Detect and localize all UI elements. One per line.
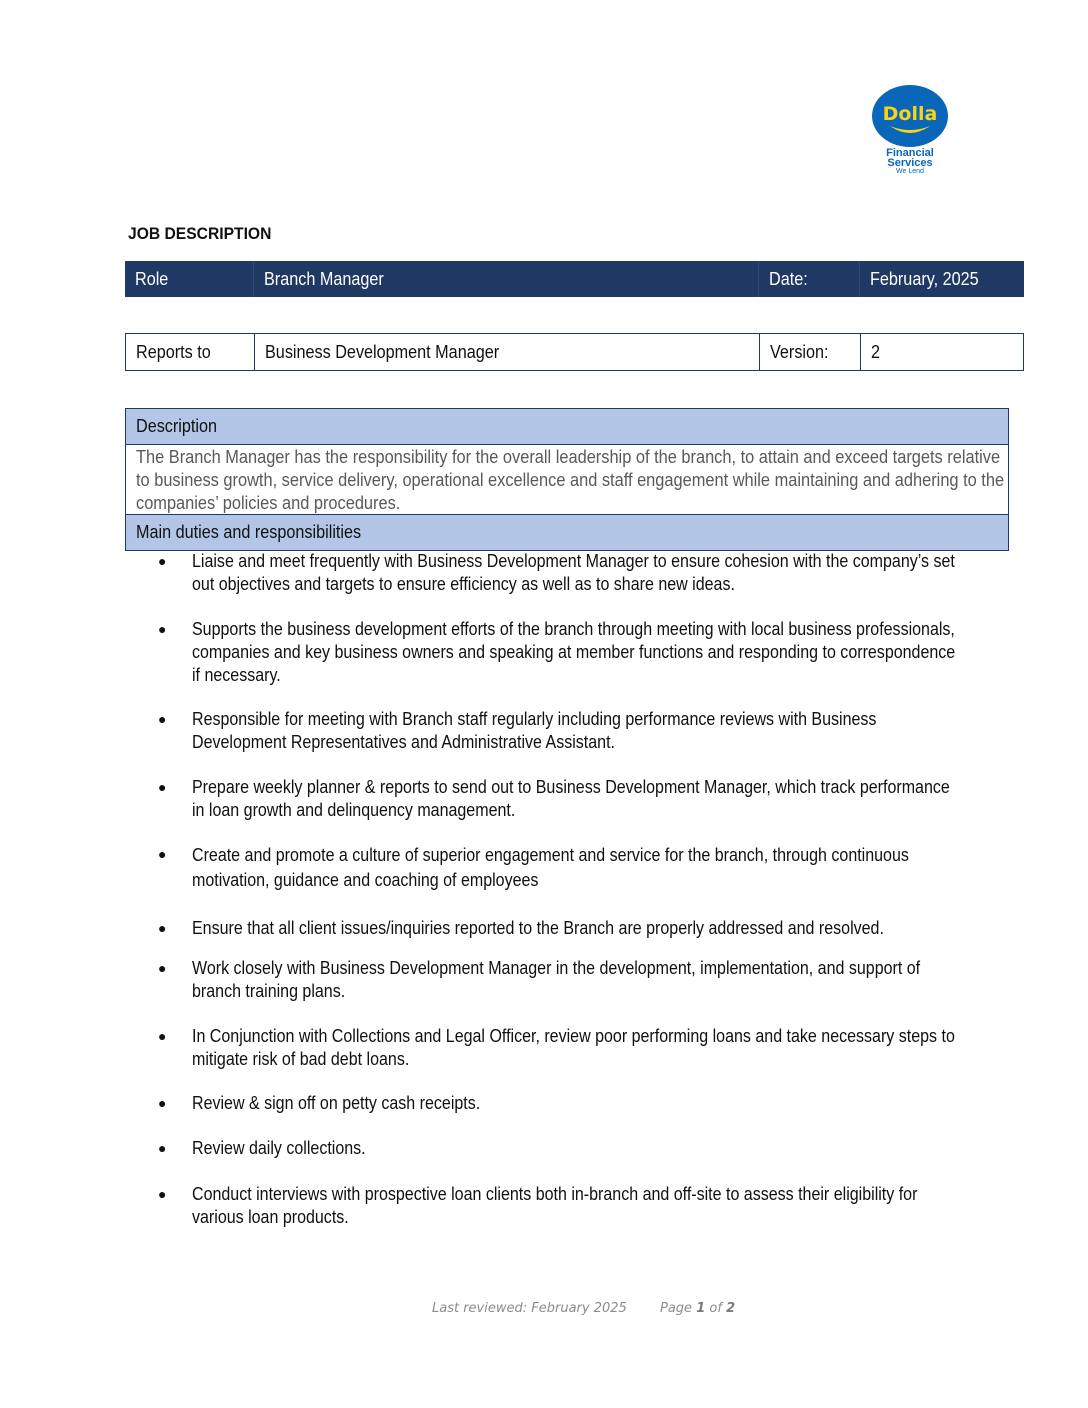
description-text: The Branch Manager has the responsibility for the overall leadership of the branch, to attain and exceed targets relative to business growth, service delivery, operational excellence and staff engagement while maintaining and adhering to the companies’ policies and procedures. bbox=[136, 447, 1005, 513]
date-value-cell: February, 2025 bbox=[870, 268, 979, 289]
logo-tagline: We Lend bbox=[896, 168, 924, 175]
role-header-table bbox=[125, 261, 1024, 297]
version-value-cell: 2 bbox=[861, 334, 1024, 371]
dolla-logo-icon bbox=[868, 84, 952, 148]
page-number: Page 1 of 2 bbox=[660, 1301, 736, 1316]
reports-table bbox=[125, 333, 1024, 371]
reports-value-cell: Business Development Manager bbox=[255, 334, 760, 371]
description-title: Description bbox=[126, 409, 1008, 445]
logo-brand-text: Dolla bbox=[882, 103, 938, 125]
duties-title: Main duties and responsibilities bbox=[126, 514, 1008, 550]
date-label-cell: Date: bbox=[759, 261, 860, 297]
version-label-cell: Version: bbox=[760, 334, 861, 371]
page-title: JOB DESCRIPTION bbox=[128, 224, 272, 243]
logo-subtitle: Financial Services bbox=[886, 147, 934, 169]
description-box bbox=[125, 408, 1009, 551]
reports-label-cell: Reports to bbox=[126, 334, 255, 371]
last-reviewed: Last reviewed: February 2025 bbox=[432, 1301, 627, 1316]
company-logo bbox=[868, 84, 952, 176]
role-value-cell: Branch Manager bbox=[254, 261, 759, 297]
role-label-cell: Role bbox=[125, 261, 254, 297]
